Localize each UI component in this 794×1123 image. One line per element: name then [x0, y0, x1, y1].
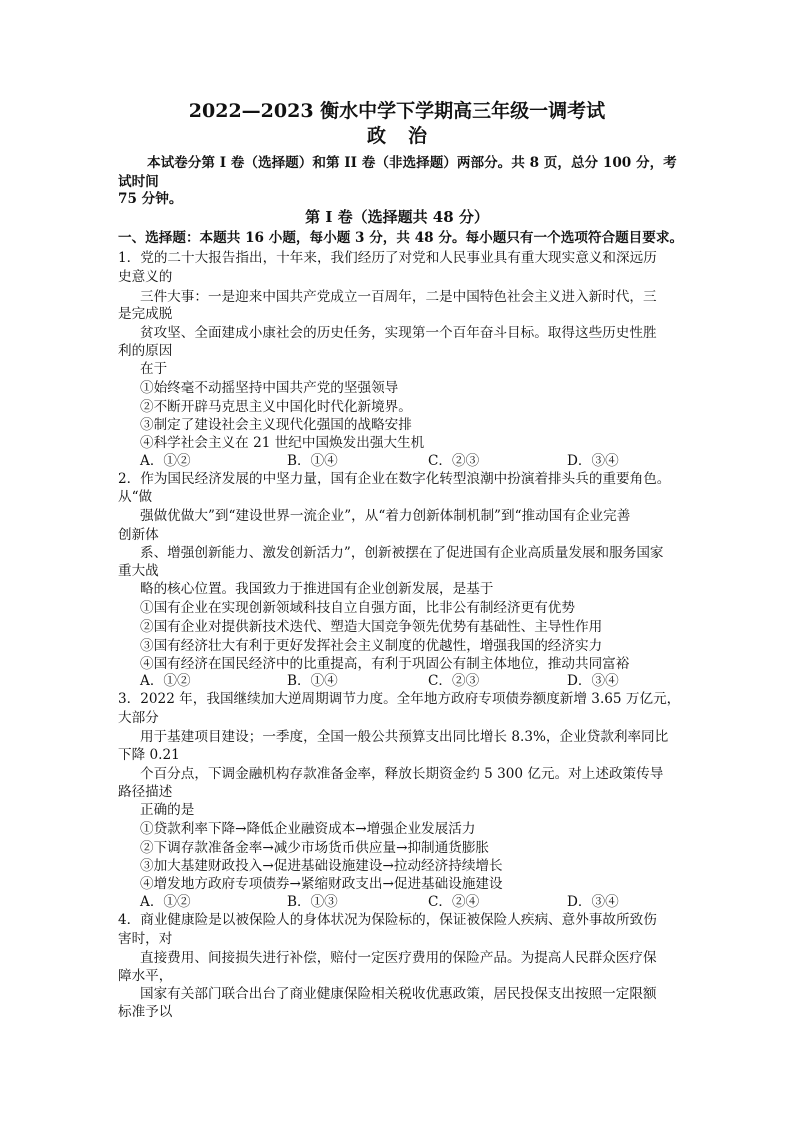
question-item: ②下调存款准备金率→减少市场货币供应量→抑制通货膨胀: [140, 840, 490, 856]
question-item: ②国有企业对提供新技术迭代、塑造大国竞争领先优势有基础性、主导性作用: [140, 619, 603, 635]
question-text: 贫攻坚、全面建成小康社会的历史任务，实现第一个百年奋斗目标。取得这些历史性胜: [140, 325, 657, 341]
option-a: A．①②: [140, 894, 191, 910]
question-item: ④国有经济在国民经济中的比重提高，有利于巩固公有制主体地位，推动共同富裕: [140, 656, 630, 672]
option-d: D．③④: [567, 673, 619, 689]
option-b: B．①③: [287, 894, 338, 910]
section-instruction: 一、选择题：本题共 16 小题，每小题 3 分，共 48 分。每小题只有一个选项符合题目要求。: [118, 230, 684, 246]
question-text: 用于基建项目建设；一季度，全国一般公共预算支出同比增长 8.3%，企业贷款利率同比: [140, 729, 669, 745]
question-text: 大部分: [118, 710, 159, 726]
question-text: 重大战: [118, 563, 159, 579]
question-item: ④科学社会主义在 21 世纪中国焕发出强大生机: [140, 435, 425, 451]
question-item: ④增发地方政府专项债券→紧缩财政支出→促进基础设施建设: [140, 876, 503, 892]
question-text: 创新体: [118, 527, 159, 543]
question-item: ①贷款利率下降→降低企业融资成本→增强企业发展活力: [140, 821, 476, 837]
exam-subject: 政治: [366, 125, 449, 147]
option-c: C．②③: [428, 453, 480, 469]
option-b: B．①④: [287, 453, 338, 469]
question-text: 强做优做大”到“建设世界一流企业”，从“着力创新体制机制”到“推动国有企业完善: [140, 508, 631, 524]
question-item: ②不断开辟马克思主义中国化时代化新境界。: [140, 399, 412, 415]
question-text: 个百分点，下调金融机构存款准备金率，释放长期资金约 5 300 亿元。对上述政策传导: [140, 766, 664, 782]
question-text: 害时，对: [118, 931, 173, 947]
question-item: ③加大基建财政投入→促进基础设施建设→拉动经济持续增长: [140, 858, 503, 874]
question-text: 利的原因: [118, 343, 173, 359]
question-text: 略的核心位置。我国致力于推进国有企业创新发展，是基于: [140, 581, 494, 597]
question-text: 从“做: [118, 489, 153, 505]
question-text: 史意义的: [118, 269, 173, 285]
question-text: 系、增强创新能力、激发创新活力”，创新被摆在了促进国有企业高质量发展和服务国家: [140, 545, 664, 561]
section-title: 第 I 卷（选择题共 48 分）: [305, 208, 489, 226]
intro-line: 试时间: [118, 174, 159, 190]
question-text: 2．作为国民经济发展的中坚力量，国有企业在数字化转型浪潮中扮演着排头兵的重要角色。: [118, 471, 671, 487]
answer-options: [140, 892, 660, 912]
question-item: ③制定了建设社会主义现代化强国的战略安排: [140, 417, 412, 433]
option-c: C．②③: [428, 673, 480, 689]
question-text: 4．商业健康险是以被保险人的身体状况为保险标的，保证被保险人疾病、意外事故所致伤: [118, 912, 657, 928]
option-a: A．①②: [140, 673, 191, 689]
question-text: 直接费用、间接损失进行补偿，赔付一定医疗费用的保险产品。为提高人民群众医疗保: [140, 950, 657, 966]
option-b: B．①④: [287, 673, 338, 689]
option-c: C．②④: [428, 894, 480, 910]
question-text: 障水平，: [118, 968, 173, 984]
question-text: 3．2022 年，我国继续加大逆周期调节力度。全年地方政府专项债券额度新增 3.65 万亿元，: [118, 691, 681, 707]
question-item: ①始终毫不动摇坚持中国共产党的坚强领导: [140, 380, 399, 396]
question-text: 在于: [140, 361, 168, 377]
option-a: A．①②: [140, 453, 191, 469]
question-text: 正确的是: [140, 802, 195, 818]
answer-options: [140, 451, 660, 471]
question-text: 路径描述: [118, 784, 173, 800]
question-text: 下降 0.21: [118, 747, 180, 763]
intro-line: 75 分钟。: [118, 191, 183, 207]
option-d: D．③④: [567, 453, 619, 469]
question-text: 三件大事：一是迎来中国共产党成立一百周年，二是中国特色社会主义进入新时代，三: [140, 289, 657, 305]
question-text: 1．党的二十大报告指出，十年来，我们经历了对党和人民事业具有重大现实意义和深远历: [118, 250, 657, 266]
option-d: D．③④: [567, 894, 619, 910]
question-item: ③国有经济壮大有利于更好发挥社会主义制度的优越性，增强我国的经济实力: [140, 638, 603, 654]
question-text: 是完成脱: [118, 306, 173, 322]
question-item: ①国有企业在实现创新领域科技自立自强方面，比非公有制经济更有优势: [140, 600, 575, 616]
intro-line: 本试卷分第 I 卷（选择题）和第 II 卷（非选择题）两部分。共 8 页，总分 100 分，考: [147, 155, 677, 171]
question-text: 国家有关部门联合出台了商业健康保险相关税收优惠政策，居民投保支出按照一定限额: [140, 986, 657, 1002]
question-text: 标准予以: [118, 1004, 173, 1020]
answer-options: [140, 671, 660, 691]
exam-title: 2022—2023 衡水中学下学期高三年级一调考试: [188, 100, 606, 122]
